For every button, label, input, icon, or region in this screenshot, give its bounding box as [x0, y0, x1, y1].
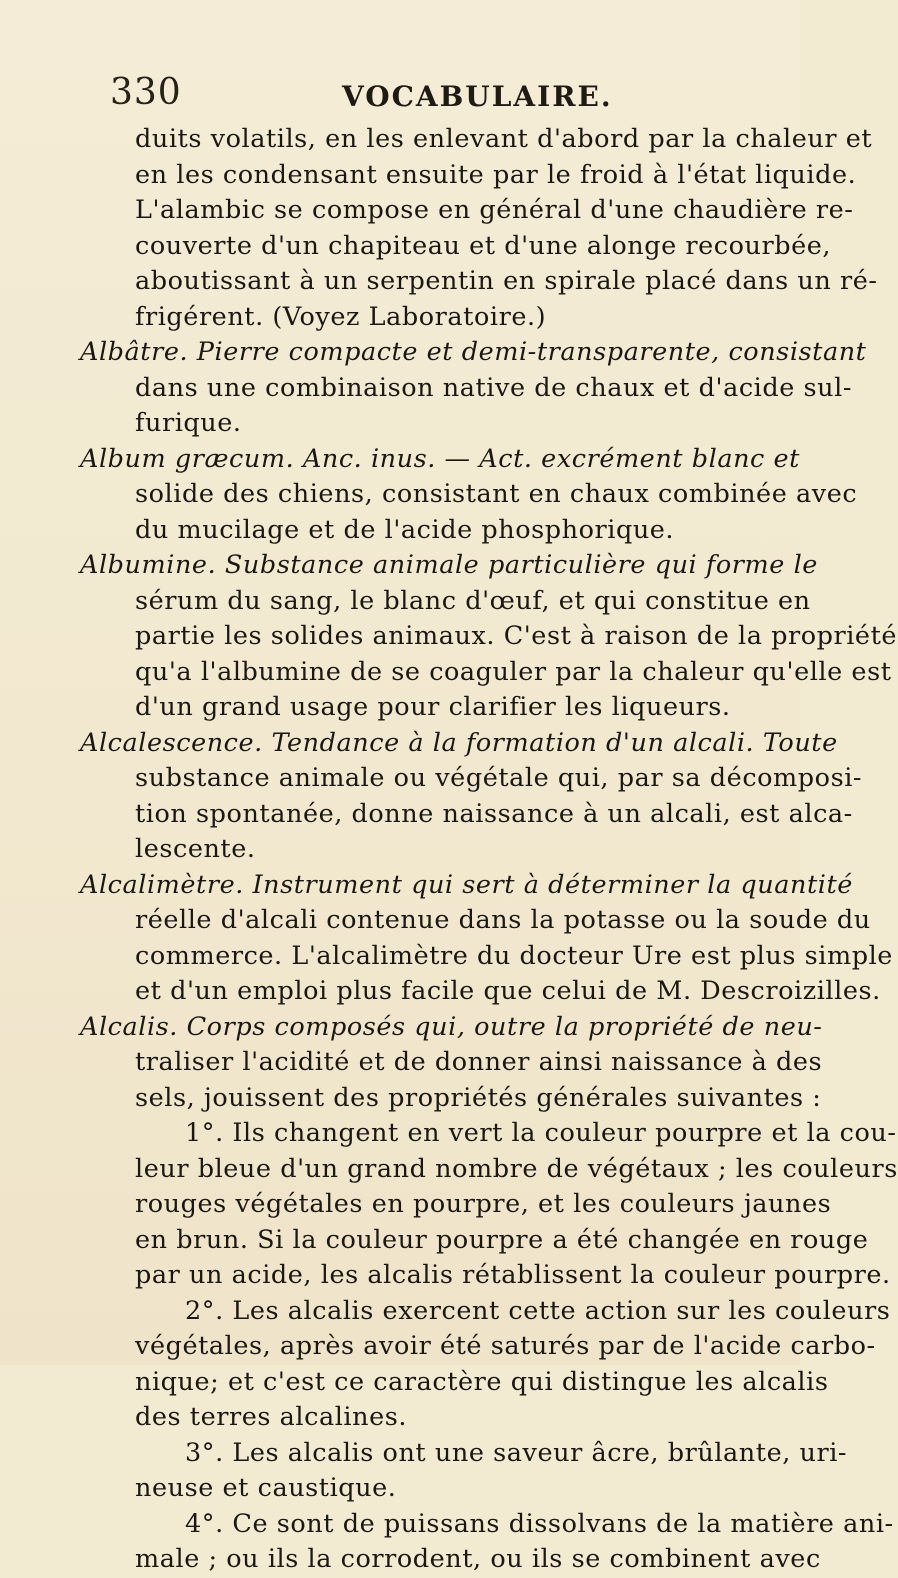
text-line: male ; ou ils la corrodent, ou ils se combinent avec [135, 1544, 821, 1574]
text-line: sérum du sang, le blanc d'œuf, et qui constitue en [135, 585, 811, 616]
numbered-item-4: 4°. Ce sont de puissans dissolvans de la matière ani- [185, 1508, 894, 1539]
text-line: du mucilage et de l'acide phosphorique. [135, 514, 675, 545]
text-line: substance animale ou végétale qui, par sa décomposi- [135, 763, 863, 793]
text-line: réelle d'alcali contenue dans la potasse ou la soude du [135, 905, 871, 935]
text-line: couverte d'un chapiteau et d'une alonge recourbée, [135, 230, 832, 261]
running-head: VOCABULAIRE. [342, 80, 613, 113]
text-line: par un acide, les alcalis rétablissent la couleur pourpre. [135, 1260, 891, 1290]
text-line: furique. [135, 408, 242, 438]
text-line: solide des chiens, consistant en chaux combinée avec [135, 479, 858, 509]
text-line: commerce. L'alcalimètre du docteur Ure est plus simple [135, 940, 893, 971]
entry-albatre: Albâtre. Pierre compacte et demi-transparente, consistant [80, 337, 867, 367]
text-line: et d'un emploi plus facile que celui de M. Descroizilles. [135, 976, 881, 1006]
dictionary-text [80, 122, 898, 1578]
entry-album-graecum: Album græcum. Anc. inus. — Act. excrément blanc et [80, 443, 800, 474]
text-line: nique; et c'est ce caractère qui distingue les alcalis [135, 1366, 829, 1397]
text-line: frigérent. (Voyez Laboratoire.) [135, 301, 547, 332]
entry-albumine: Albumine. Substance animale particulière qui forme le [80, 550, 818, 580]
text-line: neuse et caustique. [135, 1473, 397, 1503]
text-line: végétales, après avoir été saturés par de l'acide carbo- [135, 1331, 876, 1361]
page-header [110, 72, 670, 112]
text-line: L'alambic se compose en général d'une chaudière re- [135, 195, 854, 225]
numbered-item-2: 2°. Les alcalis exercent cette action sur les couleurs [185, 1295, 891, 1326]
entry-alcalis: Alcalis. Corps composés qui, outre la propriété de neu- [80, 1011, 823, 1042]
text-line: partie les solides animaux. C'est à raison de la propriété [135, 621, 898, 651]
text-line: lescente. [135, 834, 256, 864]
numbered-item-1: 1°. Ils changent en vert la couleur pourpre et la cou- [185, 1118, 897, 1148]
text-line: duits volatils, en les enlevant d'abord par la chaleur et [135, 124, 873, 154]
text-line: en brun. Si la couleur pourpre a été changée en rouge [135, 1224, 869, 1255]
text-line: qu'a l'albumine de se coaguler par la chaleur qu'elle est [135, 656, 892, 687]
text-line: rouges végétales en pourpre, et les couleurs jaunes [135, 1189, 832, 1219]
text-line: aboutissant à un serpentin en spirale placé dans un ré- [135, 266, 878, 296]
text-line: tion spontanée, donne naissance à un alcali, est alca- [135, 798, 853, 829]
entry-alcalescence: Alcalescence. Tendance à la formation d'un alcali. Toute [80, 727, 838, 758]
text-line: sels, jouissent des propriétés générales suivantes : [135, 1082, 822, 1113]
text-line: d'un grand usage pour clarifier les liqueurs. [135, 692, 731, 722]
text-line: traliser l'acidité et de donner ainsi naissance à des [135, 1047, 823, 1077]
entry-alcalimetre: Alcalimètre. Instrument qui sert à déterminer la quantité [80, 869, 853, 900]
text-line: en les condensant ensuite par le froid à l'état liquide. [135, 159, 857, 190]
page-number: 330 [110, 72, 182, 113]
text-line: des terres alcalines. [135, 1402, 408, 1432]
text-line: leur bleue d'un grand nombre de végétaux ; les couleurs [135, 1153, 898, 1184]
numbered-item-3: 3°. Les alcalis ont une saveur âcre, brûlante, uri- [185, 1437, 848, 1468]
text-line: dans une combinaison native de chaux et d'acide sul- [135, 372, 853, 403]
